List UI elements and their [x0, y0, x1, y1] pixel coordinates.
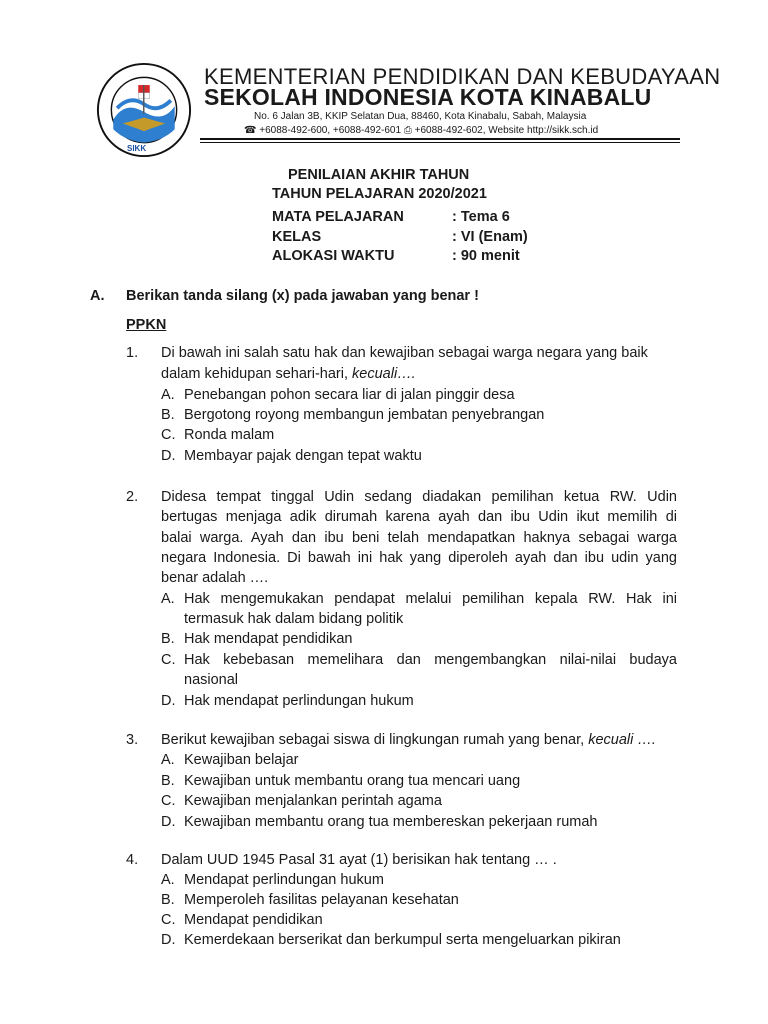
question-number: 4. — [126, 852, 139, 868]
fax-icon: ⎙ — [403, 125, 412, 136]
question-text-line: balai warga. Ayah dan ibu beni telah mendapatkan haknya sebagai warga — [161, 530, 677, 546]
question-emphasis: kecuali …. — [588, 732, 656, 748]
option-letter: B. — [161, 407, 175, 423]
option-letter: D. — [161, 693, 176, 709]
question-emphasis: kecuali…. — [352, 366, 416, 382]
letterhead-rule — [200, 138, 680, 140]
logo-abbr: SIKK — [127, 144, 147, 153]
academic-year: TAHUN PELAJARAN 2020/2021 — [272, 186, 487, 202]
question-number: 2. — [126, 489, 139, 505]
option-text: Ronda malam — [184, 427, 275, 443]
option-letter: A. — [161, 591, 175, 607]
option-text: Hak mendapat perlindungan hukum — [184, 693, 414, 709]
info-label: KELAS — [272, 229, 322, 245]
phone-numbers: +6088-492-600, +6088-492-601 — [259, 125, 402, 136]
info-label: ALOKASI WAKTU — [272, 248, 395, 264]
fax-website: +6088-492-602, Website http://sikk.sch.id — [414, 125, 599, 136]
subject-heading: PPKN — [126, 317, 167, 333]
option-text: Memperoleh fasilitas pelayanan kesehatan — [184, 892, 459, 908]
option-text: Kemerdekaan berserikat dan berkumpul serta mengeluarkan pikiran — [184, 932, 621, 948]
question-text-line: Berikut kewajiban sebagai siswa di lingkungan rumah yang benar, kecuali …. — [161, 732, 656, 748]
question-text-line: dalam kehidupan sehari-hari, kecuali…. — [161, 366, 416, 382]
info-row-subject — [272, 209, 510, 225]
info-value: : VI (Enam) — [452, 229, 528, 245]
option-letter: C. — [161, 912, 176, 928]
question-text-line: negara Indonesia. Di bawah ini hak yang diperoleh ayah dan ibu udin yang — [161, 550, 677, 566]
option-letter: A. — [161, 752, 175, 768]
option-text: Mendapat pendidikan — [184, 912, 323, 928]
option-letter: A. — [161, 387, 175, 403]
option-text: Kewajiban membantu orang tua membereskan pekerjaan rumah — [184, 814, 598, 830]
option-text: nasional — [184, 672, 239, 688]
info-row-class — [272, 229, 528, 245]
telephone-icon: ☎ — [244, 125, 257, 136]
option-letter: C. — [161, 427, 176, 443]
option-letter: D. — [161, 448, 176, 464]
option-text: Kewajiban untuk membantu orang tua mencari uang — [184, 773, 521, 789]
letterhead-rule-thin — [200, 142, 680, 143]
section-letter: A. — [90, 288, 105, 304]
option-letter: A. — [161, 872, 175, 888]
option-letter: B. — [161, 773, 175, 789]
option-text: Hak kebebasan memelihara dan mengembangkan nilai-nilai budaya — [184, 652, 677, 668]
question-text-line: benar adalah …. — [161, 570, 269, 586]
option-letter: B. — [161, 892, 175, 908]
section-instruction: Berikan tanda silang (x) pada jawaban yang benar ! — [126, 288, 479, 304]
option-letter: C. — [161, 652, 176, 668]
option-text: Membayar pajak dengan tepat waktu — [184, 448, 422, 464]
school-name: SEKOLAH INDONESIA KOTA KINABALU — [204, 84, 652, 110]
option-text: Penebangan pohon secara liar di jalan pinggir desa — [184, 387, 515, 403]
option-letter: B. — [161, 631, 175, 647]
question-text-line: Di bawah ini salah satu hak dan kewajiban sebagai warga negara yang baik — [161, 345, 648, 361]
question-number: 3. — [126, 732, 139, 748]
option-text: Hak mengemukakan pendapat melalui pemilihan kepala RW. Hak ini — [184, 591, 677, 607]
exam-title: PENILAIAN AKHIR TAHUN — [288, 167, 470, 183]
info-value: : Tema 6 — [452, 209, 510, 225]
info-value: : 90 menit — [452, 248, 520, 264]
info-label: MATA PELAJARAN — [272, 209, 404, 225]
option-text: Kewajiban belajar — [184, 752, 299, 768]
option-letter: C. — [161, 793, 176, 809]
option-text: Hak mendapat pendidikan — [184, 631, 353, 647]
option-text: Kewajiban menjalankan perintah agama — [184, 793, 442, 809]
school-contact — [244, 125, 598, 136]
info-row-time — [272, 248, 520, 264]
option-text: termasuk hak dalam bidang politik — [184, 611, 404, 627]
question-number: 1. — [126, 345, 139, 361]
option-text: Mendapat perlindungan hukum — [184, 872, 384, 888]
question-text-line: Didesa tempat tinggal Udin sedang diadakan pemilihan ketua RW. Udin — [161, 489, 677, 505]
option-text: Bergotong royong membangun jembatan penyebrangan — [184, 407, 545, 423]
option-letter: D. — [161, 932, 176, 948]
question-text-line: Dalam UUD 1945 Pasal 31 ayat (1) berisikan hak tentang … . — [161, 852, 557, 868]
ministry-name: KEMENTERIAN PENDIDIKAN DAN KEBUDAYAAN — [204, 64, 721, 89]
option-letter: D. — [161, 814, 176, 830]
question-text-line: bertugas menjaga adik dirumah karena ayah dan ibu Udin ikut memilih di — [161, 509, 677, 525]
school-address: No. 6 Jalan 3B, KKIP Selatan Dua, 88460, Kota Kinabalu, Sabah, Malaysia — [254, 111, 587, 122]
